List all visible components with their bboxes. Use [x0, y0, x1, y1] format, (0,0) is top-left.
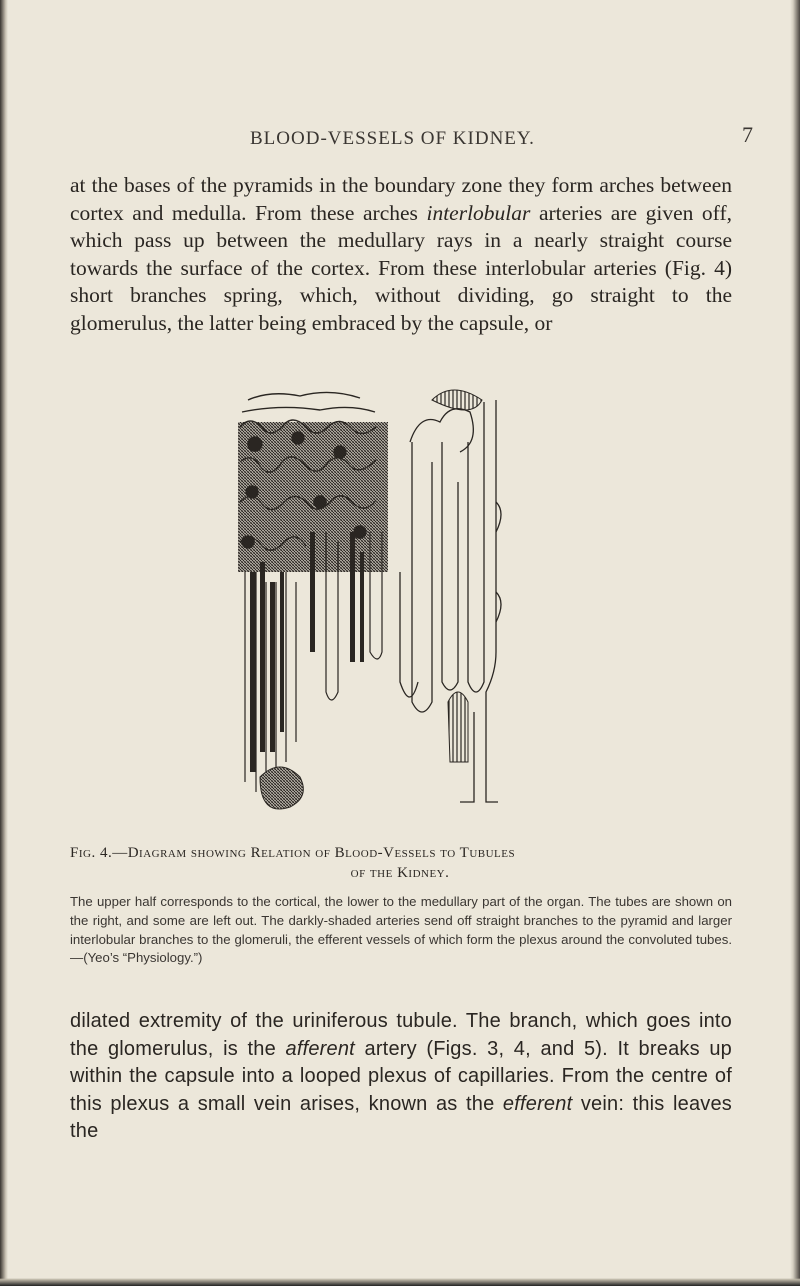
- paragraph-bottom-text-1: dilated extremity of the uriniferous tubule. The branch, which goes into the glomerulus, is the: [70, 1010, 732, 1060]
- page-number: 7: [742, 122, 753, 147]
- scan-edge-bottom: [0, 1278, 800, 1286]
- paragraph-bottom-text-2: artery (Figs. 3, 4, and 5). It breaks up within the capsule into a looped plexus of capillaries. From the centre of this plexus a small vein arises, known as the: [70, 1037, 732, 1115]
- paragraph-bottom-text-3: vein: this leaves the: [70, 1092, 733, 1142]
- pyramid-base-plexus: [260, 767, 303, 809]
- figure-caption-title-line1: Fig. 4.—Diagram showing Relation of Blood-Vessels to Tubules: [70, 845, 516, 861]
- running-head: BLOOD-VESSELS OF KIDNEY.: [250, 128, 535, 149]
- term-interlobular: interlobular: [426, 200, 531, 225]
- figure-caption-body: The upper half corresponds to the cortical, the lower to the medullary part of the organ. The tubes are shown on the right, and some are left out. The darkly-shaded arteries send off straight branches to the pyramid and larger interlobular branches to the glomeruli, the efferent vessels of which form the plexus around the convoluted tubes.—(Yeo’s “Physiology.”): [70, 894, 732, 966]
- paragraph-top-last-line: glomerulus, the latter being embraced by the capsule, or: [70, 310, 553, 335]
- term-afferent: afferent: [285, 1037, 355, 1060]
- paragraph-top-text-1: at the bases of the pyramids in the boundary zone they form arches between cortex and medulla. From these arches: [70, 173, 732, 225]
- term-efferent: efferent: [502, 1092, 573, 1115]
- collecting-tubule-detail: [432, 390, 482, 762]
- figure-caption-title: [70, 843, 730, 883]
- figure-caption-title-line2: of the Kidney.: [350, 865, 450, 881]
- paragraph-bottom: [70, 1008, 732, 1146]
- paragraph-top: [70, 172, 732, 337]
- scan-edge-right: [790, 0, 800, 1286]
- scan-edge-left: [0, 0, 8, 1286]
- paragraph-top-text-2: arteries are given off, which pass up between the medullary rays in a nearly straight course towards the surface of the cortex. From these interlobular arteries (Fig. 4) short branches spring, which, without dividing, go straight to the: [70, 200, 732, 307]
- kidney-vessel-diagram: [200, 382, 545, 814]
